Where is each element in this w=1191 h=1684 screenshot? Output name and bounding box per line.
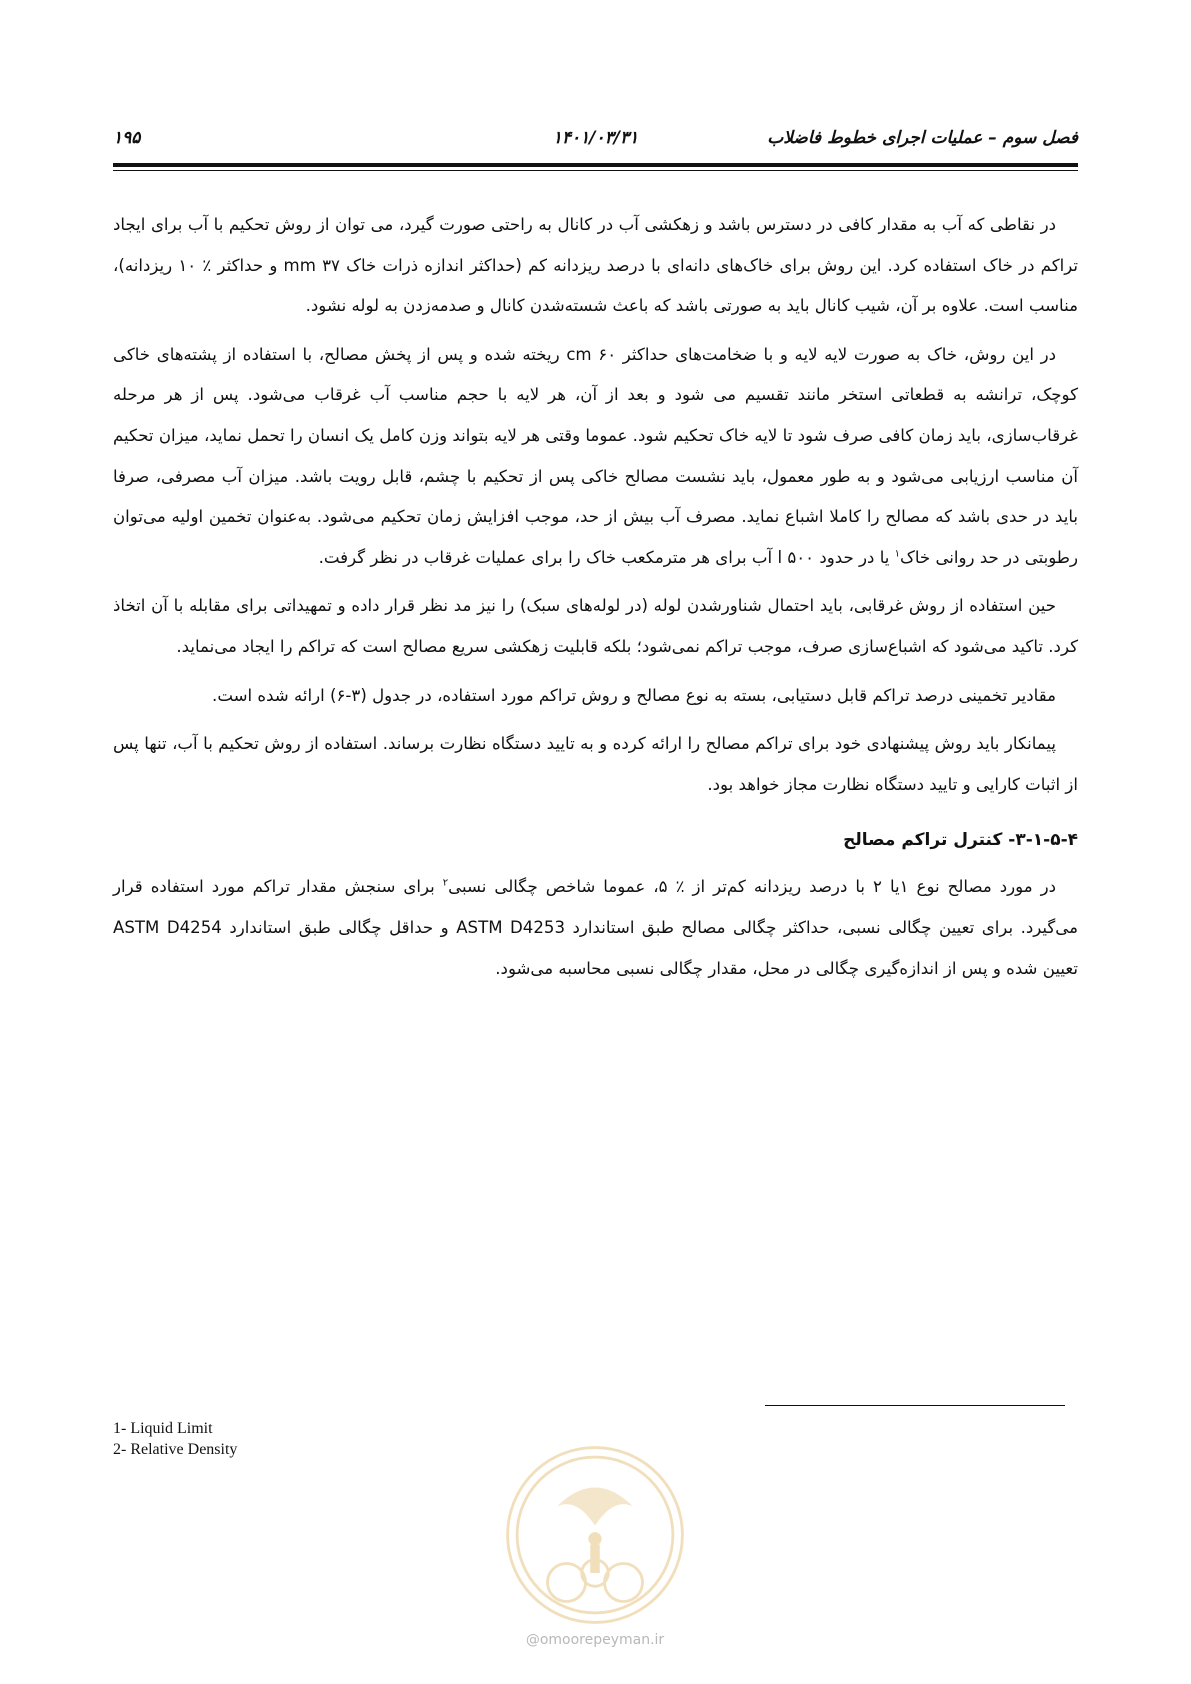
header-date: ۱۴۰۱/۰۳/۳۱ — [552, 128, 639, 148]
page-header — [113, 128, 1078, 158]
paragraph-text: در مورد مصالح نوع ۱یا ۲ با درصد ریزدانه کم‌تر از ٪ ۵، عموما شاخص چگالی نسبی — [448, 877, 1057, 897]
footnote-ref: ۱ — [894, 548, 901, 560]
paragraph-text: یا در حدود ۵۰۰ l آب برای هر مترمکعب خاک را برای عملیات غرقاب در نظر گرفت. — [318, 547, 895, 567]
watermark-seal-icon — [500, 1440, 690, 1630]
paragraph: مقادیر تخمینی درصد تراکم قابل دستیابی، بسته به نوع مصالح و روش تراکم مورد استفاده، در جدول (۳-۶) ارائه شده است. — [212, 685, 1056, 705]
header-rule-thick — [113, 163, 1078, 167]
body-text — [113, 205, 1078, 997]
paragraph — [113, 867, 1078, 989]
paragraph — [113, 335, 1078, 579]
paragraph-text: برای سنجش مقدار تراکم مورد استفاده قرار می‌گیرد. برای تعیین چگالی نسبی، حداکثر چگالی مصالح طبق استاندارد ASTM D4253 و حداقل چگالی طبق استاندارد ASTM D4254 تعیین شده و پس از اندازه‌گیری چگالی در محل، مقدار چگالی نسبی محاسبه می‌شود. — [113, 877, 1079, 978]
footnote-ref: ۲ — [442, 877, 449, 889]
footnote-item: 1- Liquid Limit — [113, 1420, 213, 1437]
section-heading: ۳-۱-۵-۴- کنترل تراکم مصالح — [843, 830, 1078, 851]
footnotes — [113, 1418, 237, 1460]
footnote-item: 2- Relative Density — [113, 1441, 238, 1458]
chapter-title: فصل سوم – عملیات اجرای خطوط فاضلاب — [767, 128, 1078, 148]
page-number: ۱۹۵ — [113, 128, 141, 148]
paragraph: حین استفاده از روش غرقابی، باید احتمال شناورشدن لوله (در لوله‌های سبک) را نیز مد نظر قرار داده و تمهیداتی برای مقابله با آن اتخاذ کرد. تاکید می‌شود که اشباع‌سازی صرف، موجب تراکم نمی‌شود؛ بلکه قابلیت زهکشی سریع مصالح است که تراکم را ایجاد می‌نماید. — [113, 596, 1078, 656]
paragraph: پیمانکار باید روش پیشنهادی خود برای تراکم مصالح را ارائه کرده و به تایید دستگاه نظارت برساند. استفاده از روش تحکیم با آب، تنها پس از اثبات کارایی و تایید دستگاه نظارت مجاز خواهد بود. — [113, 734, 1078, 794]
footnote-separator — [765, 1405, 1065, 1406]
paragraph: در نقاطی که آب به مقدار کافی در دسترس باشد و زهکشی آب در کانال به راحتی صورت گیرد، می توان از روش تحکیم با آب برای ایجاد تراکم در خاک استفاده کرد. این روش برای خاک‌های دانه‌ای با درصد ریزدانه کم (حداکثر اندازه ذرات خاک ۳۷ mm و حداکثر ٪ ۱۰ ریزدانه)، مناسب است. علاوه بر آن، شیب کانال باید به صورتی باشد که باعث شسته‌شدن کانال و صدمه‌زدن به لوله نشود. — [113, 215, 1079, 316]
paragraph-text: در این روش، خاک به صورت لایه لایه و با ضخامت‌های حداکثر ۶۰ cm ریخته شده و پس از پخش مصالح، با استفاده از پشته‌های خاکی کوچک، ترانشه به قطعاتی استخر مانند تقسیم می شود و بعد از آن، هر لایه با حجم مناسب آب غرقاب می‌شود. پس از هر مرحله غرقاب‌سازی، باید زمان کافی صرف شود تا لایه خاک تحکیم شود. عموما وقتی هر لایه بتواند وزن کامل یک انسان را تحمل نماید، میزان تحکیم آن مناسب ارزیابی می‌شود و به طور معمول، باید نشست مصالح خاکی پس از تحکیم با چشم، قابل رویت باشد. میزان آب مصرفی، صرفا باید در حدی باشد که مصالح را کاملا اشباع نماید. مصرف آب بیش از حد، موجب افزایش زمان تحکیم می‌شود. به‌عنوان تخمین اولیه می‌توان رطوبتی در حد روانی خاک — [113, 344, 1078, 567]
watermark-url: @omoorepeyman.ir — [525, 1632, 665, 1648]
header-rule-thin — [113, 170, 1078, 171]
